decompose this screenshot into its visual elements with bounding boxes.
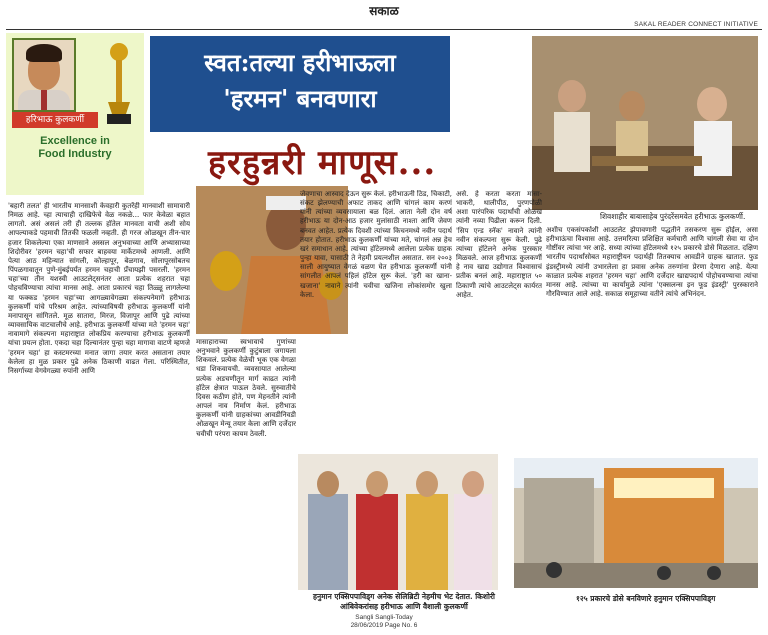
footer-edition: Sangli Sangli-Today — [355, 614, 413, 621]
award-title — [10, 135, 140, 161]
top-photo-caption: शिवशाहीर बाबासाहेब पुरंदरेंसमवेत हरीभाऊ कुलकर्णी. — [600, 212, 746, 221]
header-rule — [6, 29, 762, 30]
portrait-photo — [12, 38, 76, 112]
headline-line-2: 'हरमन' बनवणारा — [223, 84, 377, 113]
article-column-4: असे. हे करता करता मांसा-भाकरी, थालीपीठ, पुरणपोळी अशा पारंपरिक पदार्थांची ओळख त्यांनी नव्या पिढीला करून दिली. 'सिप एन्ड स्नॅक' नावाने त्यांनी नवीन संकल्पना सुरू केली. पुढे त्यांच्या हॉटेलने अनेक पुरस्कार मिळवले. आज हरीभाऊ कुलकर्णी हे नाव खाद्य उद्योगात विश्वासाचं प्रतीक बनलं आहे. महाराष्ट्रात ५० ठिकाणी त्यांचे आउटलेट्स कार्यरत आहेत. — [456, 190, 542, 299]
headline-line-1: स्वत:तल्या हरीभाऊला — [204, 48, 396, 77]
newspaper-masthead: सकाळ — [369, 4, 399, 18]
footer-date-page: 28/06/2019 Page No. 6 — [350, 622, 418, 629]
article-column-5: अशीच एकसंपर्काशी आउटलेट झेपावणारी पद्धतीने तसकरण सुरू होईल, असा हरीभाऊंचा विश्वास आहे. उत्तमरित्या प्रशिक्षित कर्मचारी आणि चांगली सेवा या दोन गोष्टींवर त्यांचा भर आहे. सध्या त्यांच्या हॉटेलमध्ये १२५ प्रकारचे डोसे मिळतात. दक्षिण भारतीय पदार्थांसोबत महाराष्ट्रीयन पदार्थही तितक्याच आवडीने ग्राहक खातात. फुड इंडस्ट्रीमध्ये त्यांनी उभारलेला हा प्रवास अनेक तरुणांना प्रेरणा देणारा आहे. येत्या काळात प्रत्येक शहरात 'हरमन चहा' आणि दर्जेदार खाद्यपदार्थ पोहोचवण्याचा त्यांचा मानस आहे. त्यांच्या या कार्यामुळे त्यांना 'एक्सलन्स इन फूड इंडस्ट्री' पुरस्काराने गौरविण्यात आले आहे. सकाळ समूहाच्या वतीने त्यांचे अभिनंदन. — [546, 226, 758, 299]
award-line-2: Food Industry — [38, 148, 112, 160]
name-ribbon: हरिभाऊ कुलकर्णी — [12, 112, 98, 128]
trophy-icon — [104, 42, 134, 126]
group-photo — [298, 454, 498, 590]
initiative-label: SAKAL READER CONNECT INITIATIVE — [634, 21, 758, 28]
group-photo-caption: हनुमान एक्सिपपाविड्ग अनेक सेलिब्रिटी नेहमीच भेट देतात. किशोरी आंबिवेकरांसह हरीभाऊ आणि वैशाली कुलकर्णी — [313, 592, 495, 611]
hotel-photo — [514, 458, 758, 588]
award-line-1: Excellence in — [40, 135, 110, 147]
article-column-3: जेवणाचा आस्वाद देऊन सुरू केलं. हरीभाऊनी ठिड, चिकाटी, संकट झेलण्याची अफाट ताकद आणि चांगलं काम करणं यांनी त्यांच्या व्यवसायाला बळ दिलं. आता नेली दोन वर्ष हरीभाऊ या दोन-आठ हजार मुलांसाठी नाश्ता आणि जेवण बनवत आहेत. प्रत्येक दिवशी त्यांच्या किचनमध्ये नवीन पदार्थ तयार होतात. हरीभाऊ कुलकर्णी यांच्या मते, चांगलं अन्न हेच खरं समाधान आहे. त्यांच्या हॉटेलमध्ये आलेला प्रत्येक ग्राहक पुन्हा यावा, यासाठी ते नेहमी प्रयत्नशील असतात. सन २००३ साली आयुष्यात वेगळं वळण घेत हरीभाऊ कुलकर्णी यांनी सांगलीत आपलं पहिलं हॉटेल सुरू केलं. 'हरी का खाना-खजाना' नावाने त्यांनी चवीचा खजिना लोकांसमोर खुला केला. — [300, 190, 452, 299]
article-column-2: मासाहाराच्या स्वभावाचे गुणांच्या अनुभवाने कुलकर्णी कुटुंबाला जगायला शिकवलं. प्रत्येक वेळेची भूक एक वेगळा धडा शिकवायची. व्यवसायात आलेल्या प्रत्येक अडचणीतून मार्ग काढत त्यांनी हॉटेल क्षेत्रात पाऊल ठेवले. सुरुवातीचे दिवस कठीण होते, पण मेहनतीने त्यांनी आपलं नाव निर्माण केलं. हरीभाऊ कुलकर्णी यांनी ग्राहकांच्या आवडीनिवडी ओळखून मेन्यू तयार केला आणि दर्जेदार चवीची परंपरा कायम ठेवली. — [196, 338, 296, 438]
top-photo — [532, 36, 758, 210]
hotel-photo-caption: १२५ प्रकारचे डोसे बनविणारे हनुमान एक्सिपपाविड्ग — [576, 594, 716, 603]
article-column-1: 'बहारी तलत' ही भारतीय मानसाशी केवहारी कुतरेंही मानवाशी सामावारी निमळ आहे. च्हा त्याचाही दाखिफेचे वेळ नकळे... फार केवेळा बहात लागतो. असं असलं तरी ही तल्लक हॉतेल मानवता वाची अशी सोय आपल्याकडे पहमावी तितकी फळली नव्हती. ही गरज ओळखून तीन-चार हजार शिकलेल्या एका माणसाने अस्सल अनुभवाच्या आणि अभ्यासाच्या शिदोरीवर 'हरमन चहा'ची सफार बाहवया मार्केटमध्ये आणली. आणि पेत्या आठ महिन्यात सांगली, कोल्हापूर, बेळगाव, सोलापूरसोबतच पिंपळगावातून पुणे-मुंबईपर्यंत हरमन चहाची प्रँचायझी पसरली. 'हरमन चहा'च्या तीन यशस्वी आउटलेट्सनंतर आता प्रत्येक शहरात चहा पोहचविण्याचा त्यांचा मानस आहे. आता प्रकारचं चहा तिळ्ळू लागलेल्या या फक्कड 'हरमन चहा'च्या आगळ्यावेगळ्या संकल्पनेमागे हरीभाऊ कुलकर्णी यांचे परिश्रम आहेत. त्यांच्याविषयी हरीभाऊ कुलकर्णी यांनी मनापासून सांगितले. मूळ सातारा, मिरज, विजापूर आणि पुढे त्यांच्या व्यावसायिक वाटचालीचे आहे. हरीभाऊ कुलकर्णी यांच्या मते 'हरमन चहा' नावामागे संकल्पना महाराष्ट्रात लोकप्रिय करण्याचा हरीभाऊ कुलकर्णी यांचा प्रयत्न होता. एकदा चहा दिल्यानंतर पुन्हा चहा मागावा वाटणे म्हणजे 'हरमन चहा' हा कस्टमरच्या मनात जागा तयार करत असताना तयार केलेला हा मुळ प्रकार पुढे अनेक ठिकाणी वाढत गेला. परिस्थितीत, निसर्गाच्या वेगवेगळ्या रुपांनी आणि — [8, 202, 190, 375]
page-title: हरहुन्नरी माणूस... — [208, 143, 437, 183]
page-footer — [0, 614, 768, 630]
